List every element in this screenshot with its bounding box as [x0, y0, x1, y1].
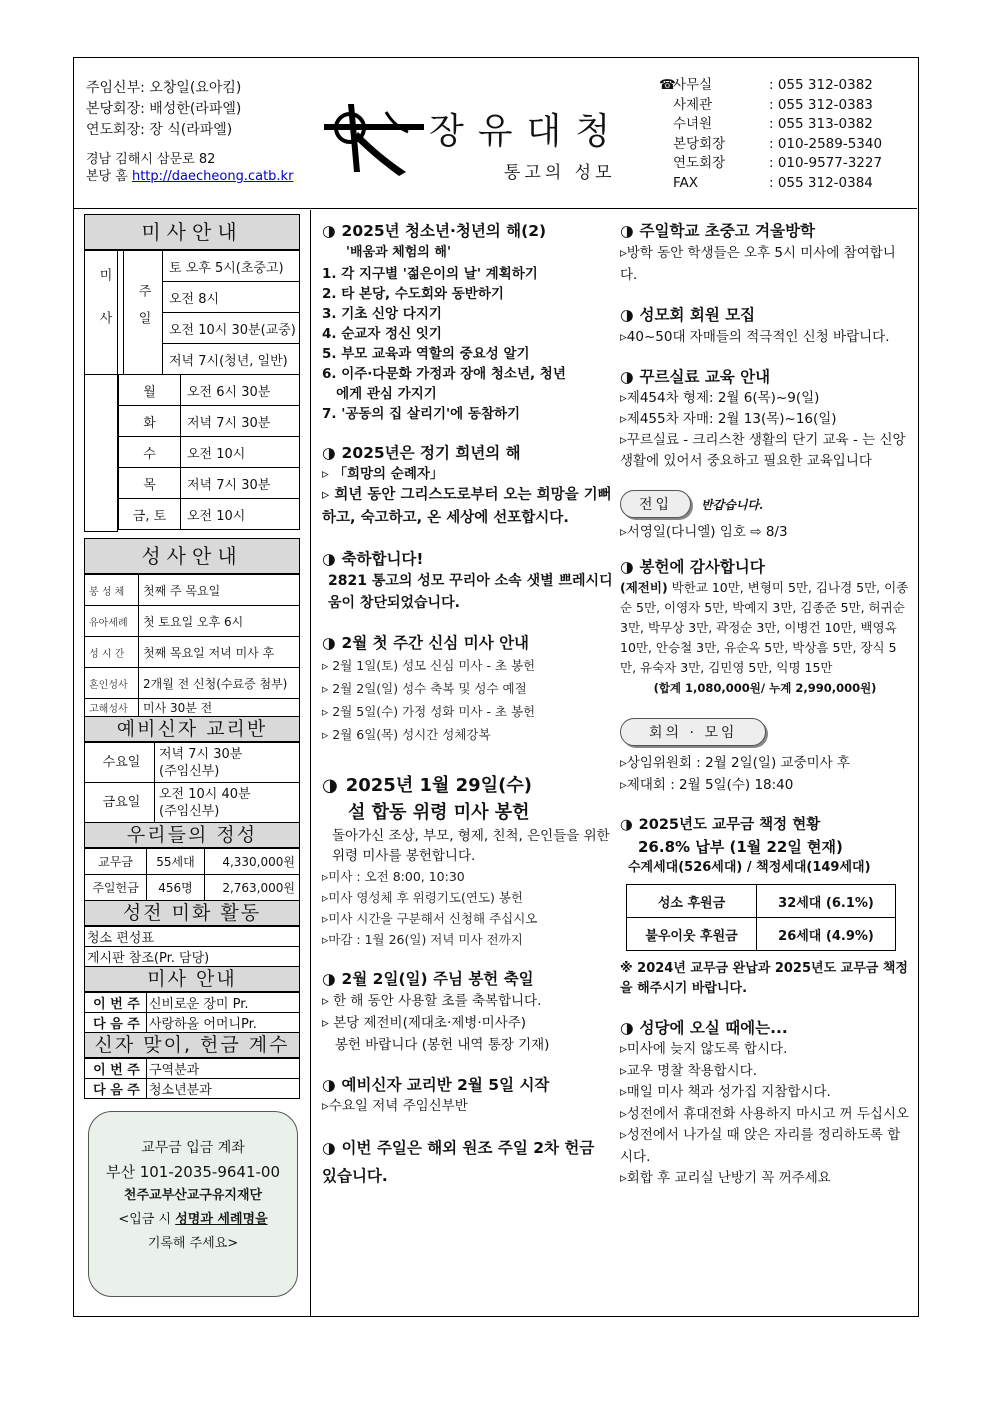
list-item: ▹미사에 늦지 않도록 합시다.: [620, 1041, 788, 1057]
half-circle-icon: ◑: [620, 1019, 634, 1037]
list-item: ▹미사 시간을 구분해서 신청해 주십시오: [322, 911, 538, 926]
mothers-text: ▹40~50대 자매들의 적극적인 신청 바랍니다.: [620, 329, 890, 345]
contact-label: FAX: [673, 174, 699, 191]
congrats-text: 2821 통고의 성모 꾸리아 소속 샛별 쁘레시디움이 창단되었습니다.: [328, 573, 613, 611]
bulletin-page: [73, 57, 919, 1317]
school-title: ◑ 주일학교 초중고 겨울방학: [620, 222, 816, 240]
mass-group-label: 미사: [85, 251, 124, 375]
weekday-label: 수: [119, 437, 181, 468]
middle-column: [322, 220, 614, 1208]
memorial-subtitle: 설 합동 위령 미사 봉헌: [348, 802, 530, 823]
half-circle-icon: ◑: [620, 222, 634, 240]
weekday-label: 목: [119, 468, 181, 499]
half-circle-icon: ◑: [322, 222, 336, 240]
bank-account-box: [88, 1111, 298, 1297]
half-circle-icon: ◑: [322, 550, 336, 568]
weekday-schedule-table: [118, 374, 300, 530]
weekday-label: 화: [119, 406, 181, 437]
contact-value: : 010-9577-3227: [769, 155, 883, 171]
thanks-text: (제전비) 박한교 10만, 변형미 5만, 김나경 5만, 이종순 5만, 이영자 5만, 박예지 3만, 김종준 5만, 허귀순 3만, 박무상 3만, 곽정순 3만, 이병건 10만, 백영옥 10만, 안승철 3만, 유순옥 5만, 박상흠 5만, 장식 5만, 유숙자 3만, 김민영 5만, 익명 15만: [620, 580, 909, 675]
support-value: 32세대 (6.1%): [757, 885, 896, 918]
congrats-section: [322, 548, 614, 614]
list-item: ▹ 2월 6일(목) 성시간 성체강복: [322, 727, 491, 742]
contact-value: : 055 312-0383: [769, 96, 873, 113]
list-item: 6. 이주·다문화 가정과 장애 청소년, 청년: [322, 366, 566, 382]
first-week-section: [322, 632, 614, 746]
list-item: 봉헌 바랍니다 (봉헌 내역 통장 기재): [322, 1037, 550, 1053]
contact-label: 수녀원: [673, 116, 713, 132]
parish-title: 장유대청: [429, 111, 625, 152]
right-column: [620, 220, 910, 1208]
support-key: 불우이웃 후원금: [627, 918, 757, 951]
left-column: [84, 210, 300, 1099]
homepage-line: [86, 168, 293, 185]
youth-year-section: [322, 220, 614, 424]
contact-row: [659, 135, 882, 155]
welcome-text: 반갑습니다.: [701, 498, 764, 512]
bank-account-number: 부산 101-2035-9641-00: [105, 1163, 281, 1181]
list-item: ▹회합 후 교리실 난방기 꼭 꺼주세요: [620, 1170, 831, 1186]
transfer-header: [620, 490, 910, 518]
sacrament-key: 고해성사: [85, 699, 139, 717]
welcome-duty-title: 신자 맞이, 헌금 계수: [84, 1033, 300, 1058]
list-item: ▹제454차 형제: 2월 6(목)~9(일): [620, 390, 820, 406]
half-circle-icon: ◑: [322, 1076, 336, 1094]
address-text: 경남 김해시 삼문로 82: [86, 152, 216, 167]
sacrament-key: 혼인성사: [85, 668, 139, 699]
list-item: 에게 관심 가지기: [322, 386, 437, 402]
first-week-title: ◑ 2월 첫 주간 신심 미사 안내: [322, 634, 530, 652]
bank-note: <입금 시 성명과 세례명을: [118, 1212, 268, 1227]
half-circle-icon: ◑: [322, 775, 338, 796]
church-etiquette-section: [620, 1017, 910, 1190]
list-item: ▹ 한 해 동안 사용할 초를 축복합니다.: [322, 993, 542, 1009]
bank-holder: 천주교부산교구유지재단: [123, 1188, 263, 1203]
list-item: ▹ 본당 제전비(제대초·제병·미사주): [322, 1015, 527, 1031]
jubilee-section: [322, 442, 614, 530]
altar-table: [84, 926, 300, 967]
duty-week: 이 번 주: [85, 1059, 147, 1079]
president-line: 본당회장: 배성한(라파엘): [86, 101, 242, 117]
dues-subtitle: 26.8% 납부 (1월 22일 현재): [638, 838, 843, 856]
catechism-section: [322, 1074, 614, 1116]
catechumen-title: 예비신자 교리반: [84, 717, 300, 742]
duty-group: 신비로운 장미 Pr.: [147, 993, 300, 1013]
sacrament-guide-title: 성사안내: [84, 538, 300, 574]
list-item: ▹ 2월 5일(수) 가정 성화 미사 - 초 봉헌: [322, 704, 536, 719]
church-etiquette-title: ◑ 성당에 오실 때에는...: [620, 1019, 788, 1037]
sacrament-value: 첫째 목요일 저녁 미사 후: [139, 637, 300, 668]
catechumen-time: 저녁 7시 30분 (주임신부): [155, 743, 300, 783]
dues-title: ◑ 2025년도 교무금 책정 현황: [620, 817, 821, 833]
catechumen-table: [84, 742, 300, 823]
half-circle-icon: ◑: [620, 306, 634, 324]
catechumen-time: 오전 10시 40분 (주임신부): [155, 783, 300, 823]
half-circle-icon: ◑: [322, 634, 336, 652]
mothers-section: [620, 304, 910, 348]
school-text: ▹방학 동안 학생들은 오후 5시 미사에 참여합니다.: [620, 245, 896, 283]
jubilee-title: ◑ 2025년은 정기 희년의 해: [322, 444, 521, 462]
parish-subtitle: 통고의 성모: [504, 163, 616, 183]
weekday-time: 저녁 7시 30분: [181, 406, 300, 437]
altar-row: 게시판 참조(Pr. 담당): [85, 947, 300, 967]
cross-logo-icon: [324, 98, 424, 178]
transfer-text: ▹서영일(다니엘) 임호 ⇨ 8/3: [620, 524, 788, 540]
phone-icon: ☎: [659, 77, 676, 93]
duty-week: 다 음 주: [85, 1013, 147, 1033]
sacrament-key: 성 시 간: [85, 637, 139, 668]
cursillo-section: [620, 366, 910, 472]
list-item: ▹마감 : 1월 26(일) 저녁 미사 전까지: [322, 932, 523, 947]
meetings-section: [620, 718, 910, 796]
duty-group: 사랑하올 어머니Pr.: [147, 1013, 300, 1033]
support-key: 성소 후원금: [627, 885, 757, 918]
duty-group: 청소년분과: [147, 1079, 300, 1099]
list-item: ▹상임위원회 : 2월 2일(일) 교중미사 후: [620, 755, 851, 771]
weekday-time: 오전 10시: [181, 437, 300, 468]
presentation-title: ◑ 2월 2일(일) 주님 봉헌 축일: [322, 970, 534, 988]
list-item: ▹매일 미사 책과 성가집 지참합시다.: [620, 1084, 831, 1100]
list-item: ▹미사 영성체 후 위령기도(연도) 봉헌: [322, 890, 523, 905]
weekday-time: 오전 10시: [181, 499, 300, 530]
contact-row: [659, 96, 882, 116]
list-item: ▹ 2월 2일(일) 성수 축복 및 성수 예절: [322, 681, 527, 696]
sacrament-table: [84, 574, 300, 717]
contact-row: [659, 76, 882, 96]
list-item: 5. 부모 교육과 역할의 중요성 알기: [322, 346, 530, 362]
thanks-total: (합계 1,080,000원/ 누계 2,990,000원): [653, 681, 877, 695]
thanks-section: [620, 556, 910, 696]
mass-duty-table: [84, 992, 300, 1033]
half-circle-icon: ◑: [620, 558, 634, 576]
offering-key: 주일헌금: [85, 875, 147, 901]
bank-note-2: 기록해 주세요>: [147, 1236, 239, 1251]
bulletin-header: [74, 58, 917, 209]
list-item: ▹ 2월 1일(토) 성모 신심 미사 - 초 봉헌: [322, 658, 536, 673]
duty-group: 구역분과: [147, 1059, 300, 1079]
list-item: 7. '공동의 집 살리기'에 동참하기: [322, 406, 521, 422]
duty-week: 다 음 주: [85, 1079, 147, 1099]
sunday-label: 주일: [124, 251, 163, 375]
cursillo-title: ◑ 꾸르실료 교육 안내: [620, 368, 771, 386]
support-value: 26세대 (4.9%): [757, 918, 896, 951]
list-item: 4. 순교자 정신 잇기: [322, 326, 442, 342]
school-section: [620, 220, 910, 286]
half-circle-icon: ◑: [620, 817, 633, 833]
mass-side-frame: [84, 250, 118, 532]
youth-year-subtitle: '배움과 체험의 해': [346, 245, 451, 260]
mothers-title: ◑ 성모회 회원 모집: [620, 306, 756, 324]
contact-label: 연도회장: [673, 155, 726, 171]
catechism-title: ◑ 예비신자 교리반 2월 5일 시작: [322, 1076, 550, 1094]
offering-key: 교무금: [85, 849, 147, 875]
contact-row: [659, 154, 882, 174]
support-table: [626, 884, 896, 951]
half-circle-icon: ◑: [620, 368, 634, 386]
yeondo-line: 연도회장: 장 식(라파엘): [86, 122, 233, 138]
jubilee-text: ▹ 희년 동안 그리스도로부터 오는 희망을 기뻐하고, 숙고하고, 온 세상에 선포합시다.: [322, 487, 612, 526]
sacrament-value: 2개월 전 신청(수료증 첨부): [139, 668, 300, 699]
list-item: ▹미사 : 오전 8:00, 10:30: [322, 869, 465, 884]
sunday-time: 오전 8시: [163, 282, 300, 313]
sunday-time: 저녁 7시(청년, 일반): [163, 344, 300, 375]
sacrament-key: 유아세례: [85, 606, 139, 637]
dues-household: 수계세대(526세대) / 책정세대(149세대): [628, 860, 871, 875]
offering-amount: 4,330,000원: [205, 849, 300, 875]
catechumen-day: 금요일: [85, 783, 155, 823]
list-item: 3. 기초 신앙 다지기: [322, 306, 442, 322]
duty-week: 이 번 주: [85, 993, 147, 1013]
contact-label: 본당회장: [673, 135, 726, 152]
sacrament-value: 첫 토요일 오후 6시: [139, 606, 300, 637]
column-divider: [310, 210, 311, 1316]
mass-duty-title: 미사 안내: [84, 967, 300, 992]
clergy-info: [86, 78, 293, 185]
contact-value: : 055 312-0382: [769, 77, 873, 93]
list-item: ▹성전에서 휴대전화 사용하지 마시고 꺼 두십시오: [620, 1105, 910, 1122]
memorial-title: ◑ 2025년 1월 29일(수): [322, 775, 532, 796]
sunday-time: 토 오후 5시(초중고): [163, 251, 300, 282]
offerings-title: 우리들의 정성: [84, 823, 300, 848]
altar-title: 성전 미화 활동: [84, 901, 300, 926]
bank-title: 교무금 입금 계좌: [141, 1140, 245, 1156]
offering-count: 456명: [147, 875, 205, 901]
dues-note: ※ 2024년 교무금 완납과 2025년도 교무금 책정을 해주시기 바랍니다.: [620, 961, 908, 996]
transfer-section: [620, 490, 910, 542]
list-item: ▹교우 명찰 착용합시다.: [620, 1062, 758, 1079]
list-item: ▹수요일 저녁 주임신부반: [322, 1098, 468, 1114]
weekday-label: 금, 토: [119, 499, 181, 530]
mass-guide-title: 미사안내: [84, 214, 300, 250]
dues-section: [620, 814, 910, 999]
contact-label: 사무실: [673, 77, 713, 93]
thanks-title: ◑ 봉헌에 감사합니다: [620, 558, 765, 576]
sacrament-value: 미사 30분 전: [139, 699, 300, 717]
youth-year-title: ◑ 2025년 청소년·청년의 해(2): [322, 222, 547, 240]
contact-label: 사제관: [673, 96, 713, 113]
altar-row: 청소 편성표: [85, 927, 300, 947]
sunday-time: 오전 10시 30분(교중): [163, 313, 300, 344]
offering-count: 55세대: [147, 849, 205, 875]
memorial-intro: 돌아가신 조상, 부모, 형제, 친척, 은인들을 위한 위령 미사를 봉헌합니다.: [332, 828, 610, 864]
homepage-link[interactable]: http://daecheong.catb.kr: [131, 169, 294, 184]
half-circle-icon: ◑: [322, 1139, 336, 1157]
offering-amount: 2,763,000원: [205, 875, 300, 901]
weekday-time: 오전 6시 30분: [181, 375, 300, 406]
mission-title: ◑ 이번 주일은 해외 원조 주일 2차 헌금 있습니다.: [322, 1139, 595, 1185]
list-item: 1. 각 지구별 '젊은이의 날' 계획하기: [322, 266, 538, 282]
pastor-line: 주임신부: 오창일(요아킴): [86, 80, 242, 96]
weekday-time: 저녁 7시 30분: [181, 468, 300, 499]
homepage-label: 본당 홈: [86, 169, 128, 184]
jubilee-line: ▹ 「희망의 순례자」: [322, 466, 444, 482]
contact-row: [659, 115, 882, 135]
list-item: ▹제455차 자매: 2월 13(목)~16(일): [620, 411, 837, 427]
contact-row: [659, 174, 882, 194]
sacrament-value: 첫째 주 목요일: [139, 575, 300, 606]
half-circle-icon: ◑: [322, 444, 336, 462]
catechumen-day: 수요일: [85, 743, 155, 783]
half-circle-icon: ◑: [322, 970, 336, 988]
welcome-duty-table: [84, 1058, 300, 1099]
offerings-table: [84, 848, 300, 901]
presentation-section: [322, 968, 614, 1056]
list-item: ▹제대회 : 2월 5일(수) 18:40: [620, 777, 794, 793]
contact-value: : 055 313-0382: [769, 116, 873, 132]
sacrament-key: 봉 성 체: [85, 575, 139, 606]
contact-list: [659, 76, 882, 193]
transfer-pill: 전입: [620, 490, 691, 518]
list-item: ▹성전에서 나가실 때 앉은 자리를 정리하도록 합시다.: [620, 1127, 901, 1165]
list-item: ▹꾸르실료 - 크리스찬 생활의 단기 교육 - 는 신앙생활에 있어서 중요하고 필요한 교육입니다: [620, 432, 906, 469]
contact-value: : 010-2589-5340: [769, 135, 883, 152]
congrats-title: ◑ 축하합니다!: [322, 550, 424, 568]
weekday-label: 월: [119, 375, 181, 406]
list-item: 2. 타 본당, 수도회와 동반하기: [322, 286, 504, 302]
memorial-mass-section: [322, 772, 614, 950]
meetings-pill: 회의 · 모임: [620, 718, 766, 746]
contact-value: : 055 312-0384: [769, 174, 873, 191]
address: [86, 151, 293, 185]
mission-section: [322, 1134, 614, 1190]
